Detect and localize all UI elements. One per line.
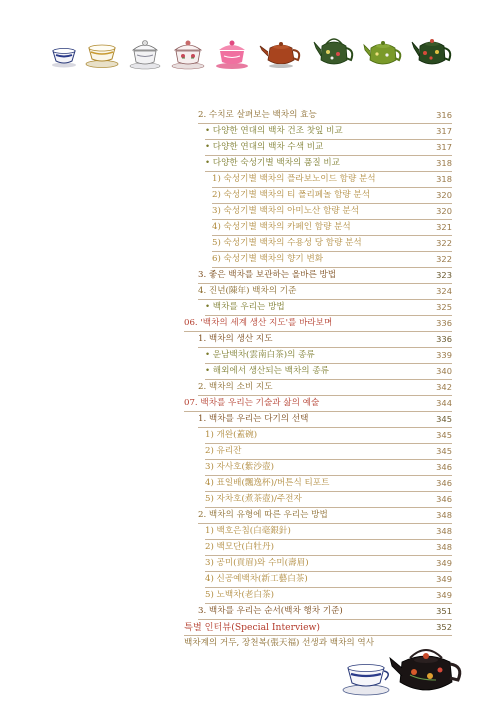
toc-entry-title: 06. '백차의 세계 생산 지도'를 바라보며 [184,318,333,328]
toc-divider [205,315,452,316]
toc-divider [205,587,452,588]
toc-entry-page: 323 [436,270,452,280]
toc-entry[interactable] [0,172,500,187]
toc-entry-page: 322 [436,254,452,264]
toc-entry-page: 336 [436,334,452,344]
toc-entry-page: 345 [436,446,452,456]
toc-entry-title: 5) 자차호(煮茶壺)/주전자 [205,494,302,504]
toc-entry-title: • 백차를 우리는 방법 [205,302,285,312]
toc-entry[interactable] [0,348,500,363]
toc-divider [212,187,452,188]
toc-entry-page: 348 [436,542,452,552]
toc-entry-title: 3) 숙성기별 백차의 아미노산 함량 분석 [212,206,360,216]
toc-divider [212,267,452,268]
toc-entry-title: 4. 진년(陳年) 백차의 기준 [198,286,297,296]
toc-entry[interactable] [0,284,500,299]
toc-entry[interactable] [0,140,500,155]
toc-divider [205,571,452,572]
toc-divider [205,171,452,172]
toc-divider [212,203,452,204]
toc-entry-title: • 다양한 연대의 백차 건조 찻잎 비교 [205,126,343,136]
toc-divider [205,155,452,156]
toc-divider [198,123,452,124]
toc-entry-page: 336 [436,318,452,328]
toc-divider [212,235,452,236]
toc-entry-page: 346 [436,478,452,488]
toc-entry-title: • 운남백차(雲南白茶)의 종류 [205,350,315,360]
toc-entry-page: 324 [436,286,452,296]
toc-divider [198,427,452,428]
toc-divider [184,331,452,332]
toc-entry-title: 07. 백차를 우리는 기술과 삶의 예술 [184,398,320,408]
toc-entry[interactable] [0,428,500,443]
toc-entry-page: 349 [436,558,452,568]
toc-entry-page: 348 [436,510,452,520]
toc-entry-page: 318 [436,174,452,184]
black-teapot-icon [390,650,460,690]
toc-divider [205,379,452,380]
toc-entry-page: 316 [436,110,452,120]
toc-divider [205,139,452,140]
toc-entry[interactable] [0,524,500,539]
toc-entry-title: 3) 자사호(紫沙壺) [205,462,274,472]
toc-entry[interactable] [0,540,500,555]
toc-divider [205,539,452,540]
toc-entry-title: 4) 신공예백차(新工藝白茶) [205,574,308,584]
toc-entry-page: 349 [436,574,452,584]
toc-entry[interactable] [0,252,500,267]
toc-entry[interactable] [0,236,500,251]
toc-entry[interactable] [0,604,500,619]
toc-entry-title: 5) 노백차(老白茶) [205,590,274,600]
toc-entry-title: 1. 백차의 생산 지도 [198,334,273,344]
toc-entry[interactable] [0,300,500,315]
toc-entry[interactable] [0,124,500,139]
toc-entry-title: 1. 백차를 우리는 다기의 선택 [198,414,309,424]
toc-entry-title: 3) 공미(貢眉)와 수미(壽眉) [205,558,309,568]
bottom-teaware-illustration [340,640,465,700]
toc-entry-title: 1) 개완(蓋碗) [205,430,258,440]
toc-entry[interactable] [0,380,500,395]
toc-entry[interactable] [0,492,500,507]
toc-divider [205,507,452,508]
toc-entry-page: 317 [436,126,452,136]
toc-entry[interactable] [0,412,500,427]
toc-entry-page: 349 [436,590,452,600]
toc-entry-title: 2. 수치로 살펴보는 백차의 효능 [198,110,317,120]
toc-entry-page: 320 [436,190,452,200]
toc-entry[interactable] [0,188,500,203]
toc-entry-title: 3. 백차를 우리는 순서(백차 행차 기준) [198,606,343,616]
toc-entry-title: 2) 숙성기별 백차의 티 폴리페놀 함량 분석 [212,190,371,200]
toc-divider [205,603,452,604]
toc-entry-page: 325 [436,302,452,312]
toc-divider [198,395,452,396]
toc-divider [205,443,452,444]
toc-entry[interactable] [0,476,500,491]
toc-entry-title: 2. 백차의 유형에 따른 우리는 방법 [198,510,328,520]
toc-entry[interactable] [0,364,500,379]
toc-entry-title: 5) 숙성기별 백차의 수용성 당 함량 분석 [212,238,362,248]
toc-entry[interactable] [0,220,500,235]
toc-entry-title: 6) 숙성기별 백차의 향기 변화 [212,254,324,264]
toc-entry-page: 318 [436,158,452,168]
toc-entry-title: 4) 표일배(飄逸杯)/버튼식 티포트 [205,478,330,488]
toc-entry-title: • 해외에서 생산되는 백차의 종류 [205,366,329,376]
toc-entry[interactable] [0,332,500,347]
toc-divider [212,219,452,220]
toc-entry-title: 2) 유리잔 [205,446,242,456]
toc-entry-page: 317 [436,142,452,152]
special-interview-title: 특별 인터뷰(Special Interview) [184,622,320,633]
toc-entry-page: 351 [436,606,452,616]
toc-entry-page: 342 [436,382,452,392]
toc-divider [205,555,452,556]
toc-entry-page: 348 [436,526,452,536]
toc-entry-page: 346 [436,494,452,504]
toc-entry-title: 1) 숙성기별 백차의 플라보노이드 함량 분석 [212,174,376,184]
toc-entry-title: 2. 백차의 소비 지도 [198,382,273,392]
toc-entry-page: 344 [436,398,452,408]
toc-divider [212,251,452,252]
toc-entry-page: 346 [436,462,452,472]
toc-entry-page: 345 [436,414,452,424]
toc-entry[interactable] [0,396,500,411]
toc-entry[interactable] [0,268,500,283]
toc-entry-page: 339 [436,350,452,360]
special-interview-subtitle: 백차계의 거두, 장천복(張天福) 선생과 백차의 역사 [184,638,375,648]
special-interview-entry[interactable] [0,620,500,635]
toc-divider [198,283,452,284]
toc-entry[interactable] [0,572,500,587]
toc-entry-title: 4) 숙성기별 백차의 카페인 함량 분석 [212,222,351,232]
toc-divider [205,459,452,460]
toc-entry-page: 322 [436,238,452,248]
toc-entry-page: 340 [436,366,452,376]
toc-entry[interactable] [0,444,500,459]
toc-entry[interactable] [0,556,500,571]
toc-divider [198,347,452,348]
teacup-saucer-icon [343,665,389,696]
toc-entry-title: 1) 백호은침(白毫銀針) [205,526,291,536]
toc-entry[interactable] [0,460,500,475]
toc-entry[interactable] [0,316,500,331]
toc-divider [205,363,452,364]
toc-entry[interactable] [0,508,500,523]
toc-entry[interactable] [0,108,500,123]
toc-entry-title: • 다양한 숙성기별 백차의 품질 비교 [205,158,340,168]
toc-entry[interactable] [0,588,500,603]
toc-divider [198,523,452,524]
special-interview-page: 352 [436,622,452,632]
toc-entry[interactable] [0,156,500,171]
toc-entry-page: 321 [436,222,452,232]
toc-divider [205,491,452,492]
toc-entry-title: • 다양한 연대의 백차 수색 비교 [205,142,324,152]
toc-entry-page: 320 [436,206,452,216]
toc-entry-title: 3. 좋은 백차를 보관하는 올바른 방법 [198,270,337,280]
toc-divider [184,411,452,412]
toc-entry-title: 2) 백모단(白牡丹) [205,542,274,552]
toc-divider [198,299,452,300]
toc-entry[interactable] [0,204,500,219]
toc-entry-page: 345 [436,430,452,440]
toc-divider [205,475,452,476]
